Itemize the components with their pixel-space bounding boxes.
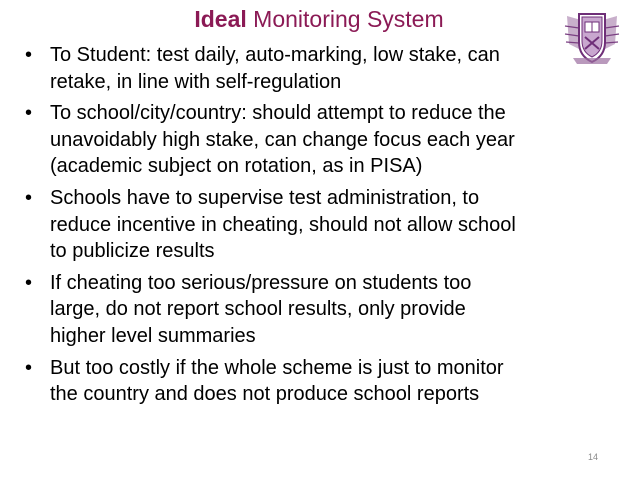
bullet-item — [25, 100, 605, 180]
slide-title-rest: Monitoring System — [253, 6, 444, 32]
bullet-item — [25, 270, 605, 350]
bullet-dot-icon: • — [25, 271, 33, 294]
bullet-dot-icon: • — [25, 356, 33, 379]
bullet-text-line: retake, in line with self-regulation — [50, 70, 342, 93]
bullet-dot-icon: • — [25, 102, 33, 125]
bullet-text-line: reduce incentive in cheating, should not allow school — [50, 213, 516, 236]
slide-title — [0, 6, 638, 33]
bullet-text-line: If cheating too serious/pressure on students too — [50, 271, 472, 294]
bullet-text-line: (academic subject on rotation, as in PISA) — [50, 155, 423, 178]
bullet-text-line: Schools have to supervise test administration, to — [50, 186, 480, 209]
slide-title-emphasis: Ideal — [194, 6, 247, 32]
bullet-item — [25, 42, 605, 95]
bullet-text-line: large, do not report school results, only provide — [50, 298, 466, 321]
bullet-dot-icon: • — [25, 44, 33, 66]
bullet-text-line: higher level summaries — [50, 324, 256, 347]
page-number: 14 — [588, 452, 599, 462]
bullet-item — [25, 355, 605, 408]
bullet-list — [25, 42, 605, 413]
bullet-text-line: to publicize results — [50, 240, 215, 263]
bullet-item — [25, 185, 605, 265]
bullet-text-line: To school/city/country: should attempt to reduce the — [50, 102, 506, 125]
bullet-text-line: the country and does not produce school reports — [50, 383, 480, 406]
bullet-text-line: unavoidably high stake, can change focus each year — [50, 128, 515, 151]
bullet-text-line: But too costly if the whole scheme is just to monitor — [50, 356, 504, 379]
bullet-dot-icon: • — [25, 186, 33, 209]
bullet-text-line: To Student: test daily, auto-marking, low stake, can — [50, 44, 500, 66]
